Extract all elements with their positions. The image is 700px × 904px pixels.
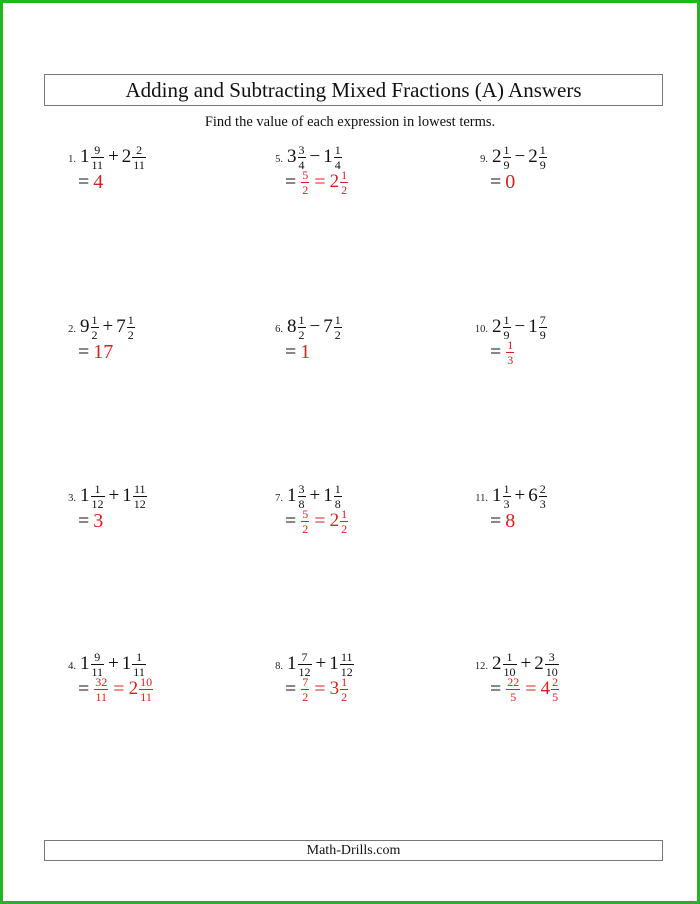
problem-8: [265, 650, 455, 703]
expression: [287, 651, 355, 678]
equals-sign: =: [490, 170, 502, 193]
expression-line: [265, 143, 455, 171]
first-mixed-number: [492, 144, 512, 171]
expression-line: [58, 313, 248, 341]
numerator: 22: [507, 674, 520, 689]
problem-7: [265, 482, 455, 535]
expression-line: [470, 313, 660, 341]
denominator: 2: [302, 521, 309, 536]
answer-improper-fraction: [506, 676, 520, 703]
denominator: 12: [91, 496, 104, 511]
second-mixed-number: [528, 314, 548, 341]
problem-11: [470, 482, 660, 535]
second-mixed-number: [323, 144, 343, 171]
first-mixed-number: [492, 314, 512, 341]
denominator: 12: [298, 664, 311, 679]
denominator: 2: [334, 327, 341, 342]
answer-line: [78, 338, 248, 366]
problem-number: 9.: [480, 153, 488, 165]
fraction-part: [91, 144, 105, 171]
fraction-part: [551, 676, 559, 703]
expression-line: [58, 482, 248, 510]
second-mixed-number: [528, 144, 548, 171]
operator: +: [102, 316, 114, 337]
fraction-part: [334, 483, 342, 510]
numerator: 1: [503, 312, 510, 327]
numerator: 1: [334, 142, 341, 157]
denominator: 10: [503, 664, 516, 679]
fraction-part: [298, 483, 306, 510]
answer: [93, 676, 154, 703]
equals-sign: =: [490, 340, 502, 363]
whole-part: 1: [323, 485, 333, 506]
expression-line: [265, 650, 455, 678]
expression-line: [470, 650, 660, 678]
second-mixed-number: [122, 483, 148, 510]
numerator: 2: [552, 674, 559, 689]
footer-credit: Math-Drills.com: [44, 840, 663, 861]
answer-line: [78, 507, 248, 535]
numerator: 1: [127, 312, 134, 327]
whole-part: 8: [287, 316, 297, 337]
first-mixed-number: [287, 144, 307, 171]
expression-line: [265, 482, 455, 510]
expression: [492, 314, 548, 341]
numerator: 1: [94, 481, 101, 496]
equals-sign: =: [78, 509, 90, 532]
numerator: 7: [539, 312, 546, 327]
first-mixed-number: [80, 144, 105, 171]
answer: [300, 676, 349, 703]
fraction-part: [503, 144, 511, 171]
operator: +: [315, 653, 327, 674]
fraction-part: [503, 483, 511, 510]
fraction-part: [132, 144, 146, 171]
problem-number: 7.: [275, 492, 283, 504]
fraction-part: [545, 651, 559, 678]
numerator: 10: [140, 674, 153, 689]
fraction-part: [298, 144, 306, 171]
second-mixed-number: [122, 144, 147, 171]
whole-part: 2: [329, 171, 340, 192]
expression: [492, 144, 548, 171]
answer: [505, 171, 515, 194]
expression-line: [265, 313, 455, 341]
answer-whole: 8: [505, 509, 516, 532]
numerator: 1: [503, 142, 510, 157]
denominator: 11: [140, 689, 152, 704]
answer-equals-sign: =: [314, 509, 326, 532]
answer-equals-sign: =: [525, 677, 537, 700]
expression: [80, 314, 136, 341]
denominator: 3: [507, 352, 514, 367]
problem-4: [58, 650, 248, 703]
first-mixed-number: [492, 651, 518, 678]
denominator: 2: [302, 689, 309, 704]
whole-part: 9: [80, 316, 90, 337]
answer: [300, 341, 310, 364]
answer-line: [285, 338, 455, 366]
denominator: 11: [133, 664, 145, 679]
fraction-part: [539, 483, 547, 510]
numerator: 3: [548, 649, 555, 664]
first-mixed-number: [287, 314, 307, 341]
answer-improper-fraction: [301, 508, 309, 535]
denominator: 5: [510, 689, 517, 704]
equals-sign: =: [78, 170, 90, 193]
numerator: 3: [298, 142, 305, 157]
operator: +: [108, 146, 119, 167]
expression: [80, 144, 147, 171]
expression-line: [58, 143, 248, 171]
fraction-part: [334, 144, 342, 171]
denominator: 9: [503, 327, 510, 342]
answer-mixed-number: [129, 676, 155, 703]
instructions-text: Find the value of each expression in lowest terms.: [204, 114, 496, 130]
fraction-part: [539, 144, 547, 171]
fraction-part: [298, 314, 306, 341]
problem-12: [470, 650, 660, 703]
problem-6: [265, 313, 455, 366]
second-mixed-number: [534, 651, 560, 678]
problem-1: [58, 143, 248, 196]
denominator: 12: [133, 496, 146, 511]
worksheet-title: Adding and Subtracting Mixed Fractions (A) Answers: [44, 74, 663, 106]
problem-number: 4.: [68, 660, 76, 672]
answer-line: [285, 675, 455, 703]
operator: −: [309, 316, 321, 337]
answer: [93, 341, 113, 364]
denominator: 4: [334, 157, 341, 172]
equals-sign: =: [285, 677, 297, 700]
denominator: 11: [95, 689, 108, 704]
denominator: 2: [91, 327, 98, 342]
problem-number: 8.: [275, 660, 283, 672]
numerator: 1: [539, 142, 546, 157]
answer: [505, 510, 515, 533]
numerator: 2: [539, 481, 546, 496]
denominator: 12: [340, 664, 353, 679]
fraction-part: [334, 314, 342, 341]
equals-sign: =: [78, 677, 90, 700]
whole-part: 3: [329, 678, 340, 699]
fraction-part: [133, 483, 147, 510]
whole-part: 1: [80, 653, 90, 674]
denominator: 2: [298, 327, 305, 342]
operator: +: [514, 485, 526, 506]
equals-sign: =: [285, 509, 297, 532]
second-mixed-number: [116, 314, 136, 341]
answer-whole: 17: [93, 340, 114, 363]
whole-part: 1: [80, 485, 90, 506]
numerator: 1: [341, 506, 348, 521]
whole-part: 2: [329, 510, 340, 531]
answer: [505, 339, 515, 366]
second-mixed-number: [528, 483, 548, 510]
expression: [492, 651, 560, 678]
answer-whole: 1: [300, 340, 311, 363]
numerator: 5: [302, 167, 309, 182]
expression: [80, 483, 148, 510]
numerator: 1: [503, 481, 510, 496]
problem-number: 3.: [68, 492, 76, 504]
numerator: 7: [301, 649, 308, 664]
expression-line: [58, 650, 248, 678]
operator: +: [108, 485, 120, 506]
answer-line: [490, 675, 660, 703]
numerator: 1: [334, 481, 341, 496]
numerator: 1: [91, 312, 98, 327]
answer: [93, 171, 103, 194]
whole-part: 1: [329, 653, 339, 674]
expression-line: [470, 143, 660, 171]
numerator: 9: [94, 649, 101, 664]
denominator: 11: [133, 157, 145, 172]
fraction-part: [132, 651, 146, 678]
equals-sign: =: [78, 340, 90, 363]
problem-5: [265, 143, 455, 196]
whole-part: 2: [492, 653, 502, 674]
answer-improper-fraction: [301, 169, 309, 196]
numerator: 11: [340, 649, 353, 664]
equals-sign: =: [285, 170, 297, 193]
equals-sign: =: [490, 677, 502, 700]
fraction-part: [503, 314, 511, 341]
first-mixed-number: [287, 483, 307, 510]
denominator: 4: [298, 157, 305, 172]
denominator: 11: [91, 157, 104, 172]
first-mixed-number: [492, 483, 512, 510]
fraction-part: [340, 676, 348, 703]
answer-whole: 4: [93, 170, 104, 193]
answer-mixed-number: [330, 676, 350, 703]
numerator: 1: [506, 649, 513, 664]
problem-number: 11.: [475, 492, 488, 504]
expression: [492, 483, 548, 510]
numerator: 1: [341, 167, 348, 182]
answer-whole: 0: [505, 170, 516, 193]
fraction-part: [91, 483, 105, 510]
denominator: 11: [91, 664, 104, 679]
numerator: 1: [341, 674, 348, 689]
first-mixed-number: [287, 651, 313, 678]
numerator: 1: [507, 337, 514, 352]
whole-part: 1: [80, 146, 90, 167]
expression: [287, 144, 343, 171]
operator: +: [520, 653, 532, 674]
operator: +: [108, 653, 119, 674]
whole-part: 2: [534, 653, 544, 674]
second-mixed-number: [329, 651, 355, 678]
second-mixed-number: [122, 651, 147, 678]
answer-improper-fraction: [94, 676, 108, 703]
whole-part: 1: [323, 146, 333, 167]
whole-part: 2: [128, 678, 139, 699]
answer-line: [490, 168, 660, 196]
answer: [300, 169, 349, 196]
numerator: 5: [302, 506, 309, 521]
first-mixed-number: [80, 651, 105, 678]
denominator: 8: [298, 496, 305, 511]
fraction-part: [91, 314, 99, 341]
fraction-part: [340, 169, 348, 196]
numerator: 1: [136, 649, 143, 664]
expression: [287, 314, 343, 341]
problem-9: [470, 143, 660, 196]
problem-10: [470, 313, 660, 366]
answer-improper-fraction: [301, 676, 309, 703]
denominator: 9: [539, 327, 546, 342]
answer-line: [78, 168, 248, 196]
answer-mixed-number: [330, 508, 350, 535]
fraction-part: [91, 651, 105, 678]
answer-line: [285, 507, 455, 535]
problem-number: 5.: [275, 153, 283, 165]
fraction-part: [340, 651, 354, 678]
numerator: 2: [136, 142, 143, 157]
answer: [93, 510, 103, 533]
numerator: 9: [94, 142, 101, 157]
whole-part: 4: [540, 678, 551, 699]
whole-part: 1: [287, 485, 297, 506]
whole-part: 3: [287, 146, 297, 167]
denominator: 2: [302, 182, 309, 197]
equals-sign: =: [490, 509, 502, 532]
numerator: 3: [298, 481, 305, 496]
numerator: 32: [95, 674, 108, 689]
answer-whole: 3: [93, 509, 104, 532]
operator: −: [514, 316, 526, 337]
answer-line: [490, 338, 660, 366]
answer-line: [285, 168, 455, 196]
expression-line: [470, 482, 660, 510]
whole-part: 1: [528, 316, 538, 337]
whole-part: 1: [492, 485, 502, 506]
fraction-part: [503, 651, 517, 678]
whole-part: 1: [121, 653, 132, 674]
whole-part: 1: [122, 485, 132, 506]
whole-part: 7: [323, 316, 333, 337]
answer-line: [78, 675, 248, 703]
problem-number: 12.: [474, 660, 488, 672]
whole-part: 2: [492, 316, 502, 337]
answer-equals-sign: =: [113, 677, 125, 700]
problem-number: 1.: [68, 153, 76, 165]
fraction-part: [340, 508, 348, 535]
first-mixed-number: [80, 314, 100, 341]
equals-sign: =: [285, 340, 297, 363]
whole-part: 1: [287, 653, 297, 674]
first-mixed-number: [80, 483, 106, 510]
answer-mixed-number: [541, 676, 561, 703]
operator: +: [309, 485, 321, 506]
denominator: 10: [545, 664, 558, 679]
answer-line: [490, 507, 660, 535]
numerator: 11: [133, 481, 146, 496]
second-mixed-number: [323, 314, 343, 341]
whole-part: 2: [121, 146, 132, 167]
problem-2: [58, 313, 248, 366]
denominator: 3: [539, 496, 546, 511]
problem-number: 10.: [474, 323, 488, 335]
expression: [80, 651, 147, 678]
operator: −: [309, 146, 321, 167]
answer-mixed-number: [330, 169, 350, 196]
fraction-part: [139, 676, 153, 703]
denominator: 2: [341, 182, 348, 197]
answer-equals-sign: =: [314, 677, 326, 700]
denominator: 2: [127, 327, 134, 342]
answer-fraction: [506, 339, 514, 366]
fraction-part: [127, 314, 135, 341]
whole-part: 6: [528, 485, 538, 506]
fraction-part: [539, 314, 547, 341]
denominator: 8: [334, 496, 341, 511]
problem-3: [58, 482, 248, 535]
second-mixed-number: [323, 483, 343, 510]
whole-part: 2: [528, 146, 538, 167]
answer: [505, 676, 560, 703]
fraction-part: [298, 651, 312, 678]
numerator: 1: [334, 312, 341, 327]
whole-part: 2: [492, 146, 502, 167]
operator: −: [514, 146, 526, 167]
problem-number: 6.: [275, 323, 283, 335]
answer: [300, 508, 349, 535]
denominator: 5: [552, 689, 559, 704]
problem-number: 2.: [68, 323, 76, 335]
numerator: 7: [302, 674, 309, 689]
answer-equals-sign: =: [314, 170, 326, 193]
numerator: 1: [298, 312, 305, 327]
expression: [287, 483, 343, 510]
denominator: 3: [503, 496, 510, 511]
denominator: 9: [539, 157, 546, 172]
denominator: 2: [341, 689, 348, 704]
denominator: 2: [341, 521, 348, 536]
denominator: 9: [503, 157, 510, 172]
whole-part: 7: [116, 316, 126, 337]
